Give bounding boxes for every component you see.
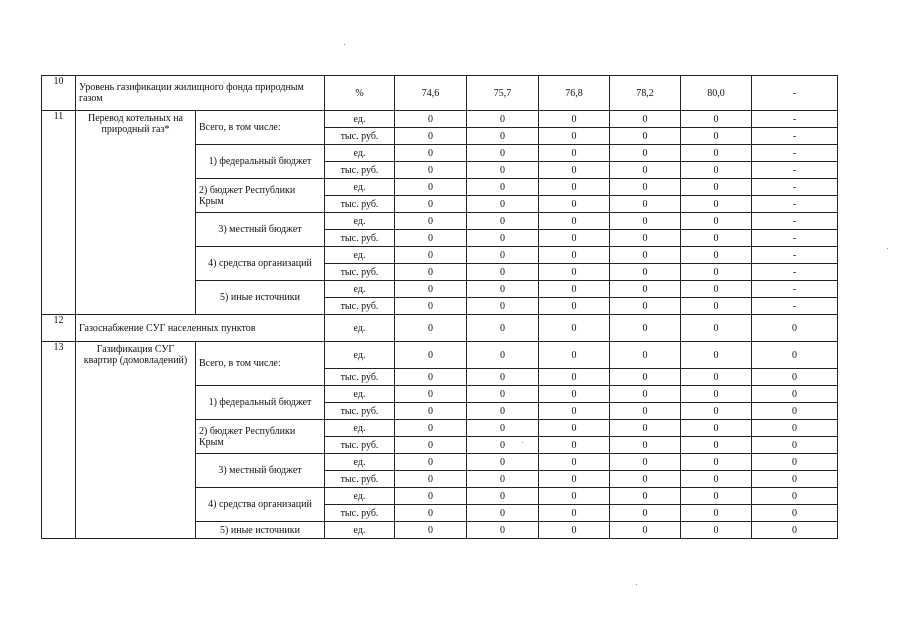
value-cell: 0: [395, 196, 467, 213]
table-row-12: [42, 315, 838, 342]
value-cell: 0: [467, 437, 539, 454]
value-cell: 0: [610, 162, 681, 179]
value-cell: 0: [395, 281, 467, 298]
unit-cell: тыс. руб.: [325, 298, 395, 315]
unit-cell: тыс. руб.: [325, 437, 395, 454]
value-cell: 0: [539, 403, 610, 420]
source-label: 1) федеральный бюджет: [196, 145, 325, 179]
value-cell: 0: [610, 369, 681, 386]
value-cell: 0: [467, 505, 539, 522]
source-label: 5) иные источники: [196, 281, 325, 315]
value-cell: 0: [610, 111, 681, 128]
value-cell: 0: [752, 315, 838, 342]
unit-cell: тыс. руб.: [325, 264, 395, 281]
value-cell: -: [752, 281, 838, 298]
unit-cell: тыс. руб.: [325, 403, 395, 420]
value-cell: 0: [681, 342, 752, 369]
value-cell: 0: [539, 488, 610, 505]
value-cell: 0: [467, 315, 539, 342]
unit-cell: ед.: [325, 281, 395, 298]
value-cell: 0: [681, 386, 752, 403]
value-cell: 0: [681, 145, 752, 162]
value-cell: 0: [539, 264, 610, 281]
value-cell: -: [752, 76, 838, 111]
row-number: 11: [42, 111, 76, 315]
value-cell: 0: [539, 522, 610, 539]
value-cell: 0: [539, 247, 610, 264]
value-cell: 0: [539, 386, 610, 403]
value-cell: 0: [681, 213, 752, 230]
value-cell: 0: [681, 488, 752, 505]
value-cell: 0: [610, 315, 681, 342]
value-cell: 0: [467, 342, 539, 369]
value-cell: -: [752, 111, 838, 128]
value-cell: 0: [395, 145, 467, 162]
value-cell: 0: [539, 298, 610, 315]
value-cell: 0: [752, 386, 838, 403]
value-cell: 0: [681, 230, 752, 247]
value-cell: 0: [395, 247, 467, 264]
row-number: 12: [42, 315, 76, 342]
value-cell: 0: [467, 196, 539, 213]
value-cell: 0: [467, 145, 539, 162]
value-cell: 0: [752, 522, 838, 539]
value-cell: 0: [681, 437, 752, 454]
value-cell: 0: [467, 247, 539, 264]
table-row-13-total-pcs: [42, 342, 838, 369]
value-cell: 0: [395, 230, 467, 247]
value-cell: 0: [539, 111, 610, 128]
value-cell: 0: [467, 264, 539, 281]
value-cell: 0: [539, 437, 610, 454]
value-cell: 0: [610, 420, 681, 437]
value-cell: 0: [681, 264, 752, 281]
value-cell: 0: [681, 420, 752, 437]
value-cell: 0: [395, 298, 467, 315]
value-cell: 0: [610, 386, 681, 403]
value-cell: 0: [467, 213, 539, 230]
value-cell: 0: [752, 342, 838, 369]
value-cell: 0: [467, 298, 539, 315]
value-cell: 0: [681, 471, 752, 488]
value-cell: 0: [395, 522, 467, 539]
value-cell: 0: [610, 298, 681, 315]
value-cell: -: [752, 213, 838, 230]
value-cell: 0: [467, 386, 539, 403]
value-cell: 0: [395, 420, 467, 437]
value-cell: -: [752, 247, 838, 264]
value-cell: 0: [539, 128, 610, 145]
value-cell: 0: [752, 471, 838, 488]
value-cell: 0: [681, 315, 752, 342]
gasification-table: [41, 75, 838, 539]
value-cell: 78,2: [610, 76, 681, 111]
value-cell: 0: [395, 264, 467, 281]
value-cell: 0: [681, 128, 752, 145]
value-cell: 0: [681, 454, 752, 471]
scan-speck: [344, 44, 345, 45]
value-cell: 0: [539, 420, 610, 437]
value-cell: -: [752, 264, 838, 281]
value-cell: 0: [539, 196, 610, 213]
value-cell: 74,6: [395, 76, 467, 111]
unit-cell: %: [325, 76, 395, 111]
unit-cell: ед.: [325, 522, 395, 539]
unit-cell: тыс. руб.: [325, 471, 395, 488]
value-cell: 0: [467, 420, 539, 437]
value-cell: 0: [467, 522, 539, 539]
value-cell: 0: [610, 522, 681, 539]
value-cell: 0: [681, 196, 752, 213]
value-cell: 0: [539, 281, 610, 298]
value-cell: 0: [395, 505, 467, 522]
value-cell: 0: [539, 179, 610, 196]
value-cell: 0: [539, 230, 610, 247]
value-cell: 0: [610, 264, 681, 281]
value-cell: 0: [539, 213, 610, 230]
value-cell: 0: [467, 403, 539, 420]
value-cell: 0: [539, 369, 610, 386]
value-cell: 0: [610, 145, 681, 162]
value-cell: 0: [539, 315, 610, 342]
unit-cell: тыс. руб.: [325, 128, 395, 145]
unit-cell: ед.: [325, 488, 395, 505]
value-cell: -: [752, 145, 838, 162]
value-cell: -: [752, 298, 838, 315]
value-cell: 0: [610, 196, 681, 213]
value-cell: 0: [539, 145, 610, 162]
value-cell: 0: [467, 369, 539, 386]
table-row-11-total-pcs: [42, 111, 838, 128]
value-cell: 0: [539, 162, 610, 179]
row-name: Уровень газификации жилищного фонда природным газом: [76, 76, 325, 111]
value-cell: 0: [395, 162, 467, 179]
value-cell: 0: [539, 342, 610, 369]
value-cell: 0: [467, 179, 539, 196]
value-cell: 0: [467, 111, 539, 128]
unit-cell: ед.: [325, 315, 395, 342]
value-cell: 0: [610, 247, 681, 264]
value-cell: 0: [467, 281, 539, 298]
value-cell: 0: [610, 454, 681, 471]
source-label: Всего, в том числе:: [196, 111, 325, 145]
value-cell: 0: [467, 471, 539, 488]
value-cell: -: [752, 162, 838, 179]
value-cell: 0: [610, 437, 681, 454]
source-label: 4) средства организаций: [196, 488, 325, 522]
value-cell: 0: [610, 471, 681, 488]
value-cell: 0: [681, 369, 752, 386]
source-label: 5) иные источники: [196, 522, 325, 539]
value-cell: 0: [467, 230, 539, 247]
source-label: 2) бюджет Республики Крым: [196, 179, 325, 213]
value-cell: 76,8: [539, 76, 610, 111]
source-label: Всего, в том числе:: [196, 342, 325, 386]
value-cell: 0: [610, 213, 681, 230]
value-cell: 0: [395, 386, 467, 403]
value-cell: 0: [610, 505, 681, 522]
unit-cell: ед.: [325, 454, 395, 471]
value-cell: 0: [752, 420, 838, 437]
scan-speck: [887, 248, 888, 249]
value-cell: 0: [395, 342, 467, 369]
unit-cell: ед.: [325, 111, 395, 128]
source-label: 1) федеральный бюджет: [196, 386, 325, 420]
value-cell: 0: [539, 471, 610, 488]
value-cell: -: [752, 230, 838, 247]
unit-cell: тыс. руб.: [325, 196, 395, 213]
value-cell: 0: [467, 128, 539, 145]
value-cell: 0: [395, 437, 467, 454]
row-number: 13: [42, 342, 76, 539]
value-cell: 0: [610, 179, 681, 196]
value-cell: 0: [539, 505, 610, 522]
unit-cell: ед.: [325, 179, 395, 196]
value-cell: 0: [395, 488, 467, 505]
value-cell: 0: [610, 128, 681, 145]
value-cell: 0: [395, 179, 467, 196]
value-cell: 0: [681, 281, 752, 298]
value-cell: 0: [681, 403, 752, 420]
value-cell: 0: [539, 454, 610, 471]
value-cell: -: [752, 179, 838, 196]
row-name: Перевод котельных на природный газ*: [76, 111, 196, 315]
value-cell: 0: [610, 488, 681, 505]
value-cell: -: [752, 128, 838, 145]
value-cell: 0: [752, 454, 838, 471]
source-label: 3) местный бюджет: [196, 454, 325, 488]
value-cell: 0: [752, 437, 838, 454]
unit-cell: тыс. руб.: [325, 369, 395, 386]
unit-cell: тыс. руб.: [325, 230, 395, 247]
value-cell: 0: [681, 298, 752, 315]
value-cell: 0: [395, 471, 467, 488]
scan-speck: [636, 584, 637, 585]
value-cell: 0: [467, 162, 539, 179]
unit-cell: ед.: [325, 145, 395, 162]
value-cell: 0: [610, 230, 681, 247]
value-cell: 0: [395, 111, 467, 128]
value-cell: 0: [395, 213, 467, 230]
value-cell: 0: [610, 281, 681, 298]
unit-cell: ед.: [325, 247, 395, 264]
value-cell: 0: [610, 403, 681, 420]
value-cell: 0: [752, 403, 838, 420]
unit-cell: ед.: [325, 213, 395, 230]
scan-speck: [522, 442, 523, 443]
value-cell: 0: [752, 369, 838, 386]
value-cell: -: [752, 196, 838, 213]
value-cell: 0: [395, 369, 467, 386]
table-row-10: [42, 76, 838, 111]
value-cell: 0: [610, 342, 681, 369]
unit-cell: ед.: [325, 420, 395, 437]
value-cell: 0: [681, 179, 752, 196]
row-name: Газоснабжение СУГ населенных пунктов: [76, 315, 325, 342]
value-cell: 0: [395, 315, 467, 342]
value-cell: 0: [395, 403, 467, 420]
value-cell: 0: [681, 162, 752, 179]
value-cell: 0: [681, 522, 752, 539]
value-cell: 0: [681, 247, 752, 264]
unit-cell: ед.: [325, 386, 395, 403]
unit-cell: ед.: [325, 342, 395, 369]
row-name: Газификация СУГ квартир (домовладений): [76, 342, 196, 539]
value-cell: 0: [395, 128, 467, 145]
value-cell: 0: [395, 454, 467, 471]
value-cell: 0: [681, 111, 752, 128]
value-cell: 80,0: [681, 76, 752, 111]
source-label: 2) бюджет Республики Крым: [196, 420, 325, 454]
value-cell: 0: [752, 488, 838, 505]
source-label: 3) местный бюджет: [196, 213, 325, 247]
value-cell: 0: [467, 454, 539, 471]
value-cell: 0: [467, 488, 539, 505]
value-cell: 75,7: [467, 76, 539, 111]
value-cell: 0: [752, 505, 838, 522]
unit-cell: тыс. руб.: [325, 505, 395, 522]
value-cell: 0: [681, 505, 752, 522]
row-number: 10: [42, 76, 76, 111]
unit-cell: тыс. руб.: [325, 162, 395, 179]
source-label: 4) средства организаций: [196, 247, 325, 281]
